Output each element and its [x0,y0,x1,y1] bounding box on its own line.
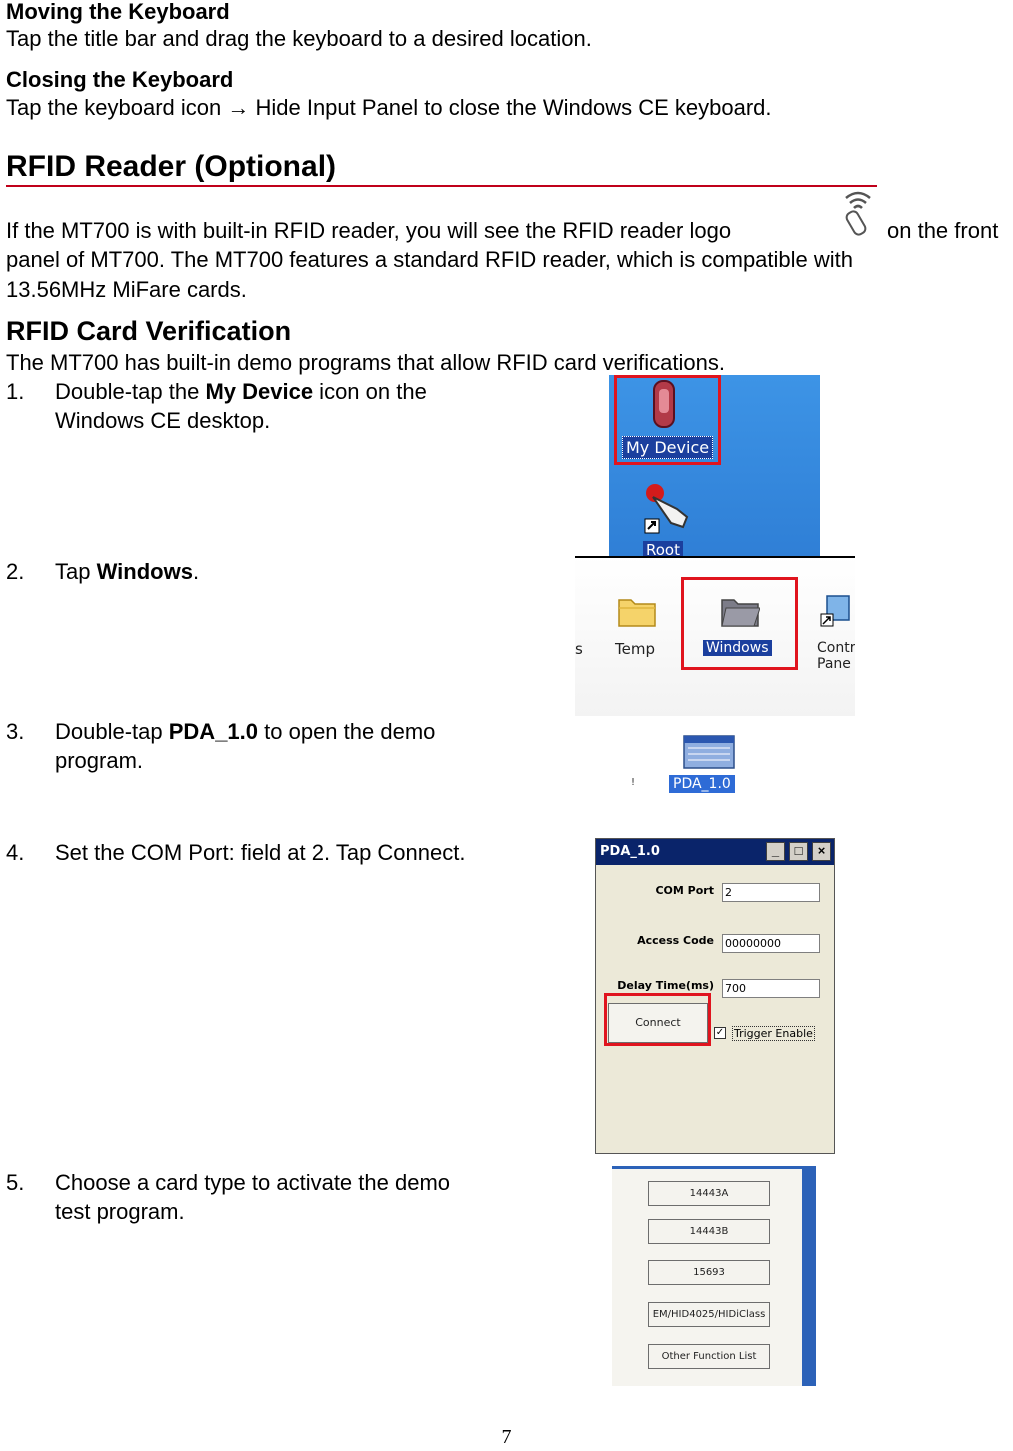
close-button[interactable]: × [812,842,831,861]
card-14443a-button[interactable]: 14443A [648,1181,770,1206]
windows-folder-label[interactable]: Windows [703,640,772,656]
step-5-text: Choose a card type to activate the demo [55,1170,451,1195]
delay-time-input[interactable]: 700 [722,979,820,998]
verification-heading: RFID Card Verification [6,316,292,346]
connect-highlight [604,993,711,1046]
pda-icon-screenshot [628,733,758,797]
step-4-number: 4. [6,840,25,865]
minimize-button[interactable]: _ [766,842,785,861]
verification-intro: The MT700 has built-in demo programs that allow RFID card verifications. [6,350,725,375]
connect-button[interactable]: Connect [608,1003,708,1043]
step-5-text-line2: test program. [55,1199,185,1224]
pda-app-icon [683,735,735,769]
access-code-input[interactable]: 00000000 [722,934,820,953]
root-label[interactable]: Root [643,541,683,556]
com-port-label: COM Port [655,884,714,897]
temp-folder-label[interactable]: Temp [615,640,655,658]
maximize-button[interactable]: □ [789,842,808,861]
step-5-number: 5. [6,1170,25,1195]
card-em-hid-button[interactable]: EM/HID4025/HIDiClass [648,1302,770,1327]
card-14443b-button[interactable]: 14443B [648,1219,770,1244]
my-device-highlight [614,375,721,465]
step-3-number: 3. [6,719,25,744]
explorer-top-edge [575,556,855,558]
page-number: 7 [501,1426,512,1448]
closing-keyboard-text: Tap the keyboard icon → Hide Input Panel to close the Windows CE keyboard. [6,95,772,120]
step-1-text-line2: Windows CE desktop. [55,408,271,433]
step-2-number: 2. [6,559,25,584]
heading-rule [6,185,877,187]
root-icon [643,483,693,539]
trigger-enable-checkbox[interactable]: ✓ [715,1027,725,1038]
control-panel-icon [819,594,855,628]
moving-keyboard-text: Tap the title bar and drag the keyboard to a desired location. [6,26,592,51]
closing-keyboard-heading: Closing the Keyboard [6,67,234,92]
rfid-intro-line2: panel of MT700. The MT700 features a standard RFID reader, which is compatible with [6,247,854,272]
pda-icon-label[interactable]: PDA_1.0 [669,775,735,793]
rfid-reader-heading: RFID Reader (Optional) [6,150,337,183]
windows-highlight [681,577,798,670]
partial-item-label: s [575,640,583,658]
access-code-label: Access Code [637,934,714,947]
com-port-input[interactable]: 2 [722,883,820,902]
temp-folder-icon [617,594,657,628]
rfid-intro-line3: 13.56MHz MiFare cards. [6,277,247,302]
card-15693-button[interactable]: 15693 [648,1260,770,1285]
step-2-text: Tap Windows. [55,559,200,584]
other-function-list-button[interactable]: Other Function List [648,1344,770,1369]
my-device-label[interactable]: My Device [622,436,713,459]
card-type-screenshot [612,1166,816,1386]
delay-time-label: Delay Time(ms) [617,979,714,992]
control-panel-label[interactable]: Contr Pane [817,640,855,672]
step-4-text: Set the COM Port: field at 2. Tap Connect. [55,840,466,865]
step-1-text: Double-tap the My Device icon on the [55,379,427,404]
pda-window-title: PDA_1.0 [600,844,660,859]
rfid-reader-logo-icon [836,186,880,238]
step-1-number: 1. [6,379,25,404]
pda-partial-mark: ! [631,777,636,788]
rfid-intro-line1b: on the front [887,218,999,243]
card-window-top-edge [612,1166,802,1169]
moving-keyboard-heading: Moving the Keyboard [6,0,230,24]
trigger-enable-label: Trigger Enable [734,1027,813,1040]
step-3-text-line2: program. [55,748,144,773]
rfid-intro-line1a: If the MT700 is with built-in RFID reader, you will see the RFID reader logo [6,218,732,243]
step-3-text: Double-tap PDA_1.0 to open the demo [55,719,436,744]
